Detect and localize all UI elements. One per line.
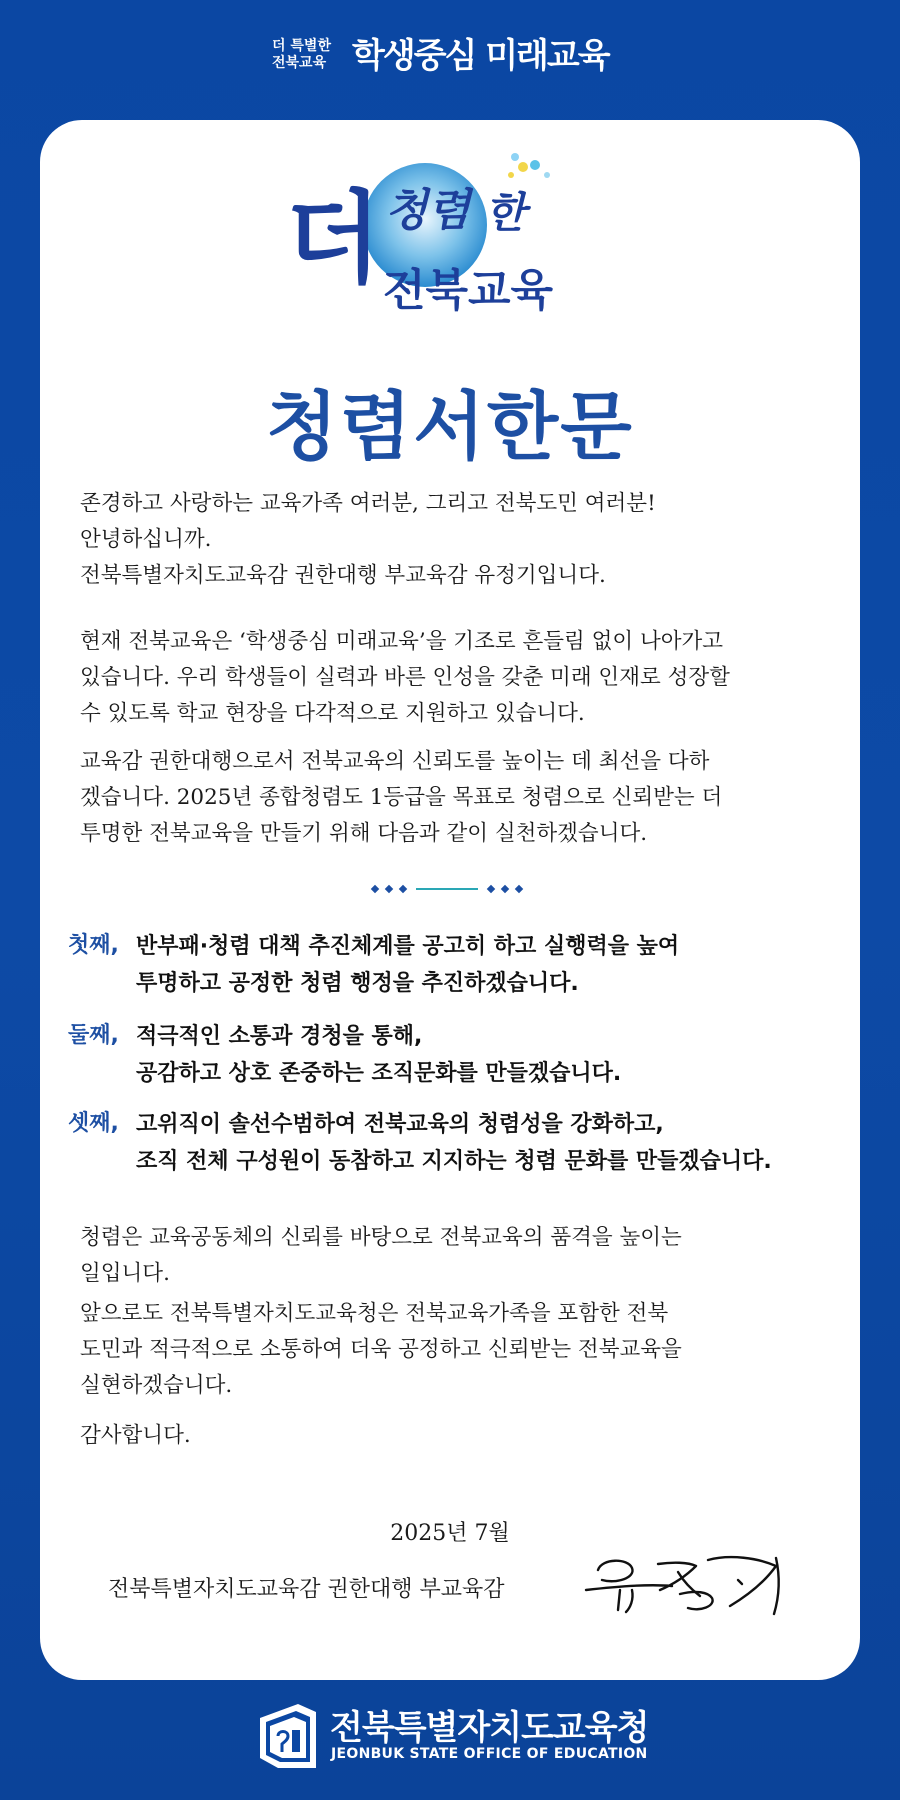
thanks-paragraph: [80, 1418, 825, 1454]
paragraph-2-line: 겠습니다. 2025년 종합청렴도 1등급을 목표로 청렴으로 신뢰받는 더: [80, 785, 723, 810]
integrity-logo: [285, 145, 615, 345]
closing-paragraph-1: [80, 1220, 825, 1292]
intro-line: 안녕하십니까.: [80, 527, 212, 552]
paragraph-1-line: 있습니다. 우리 학생들이 실력과 바른 인성을 갖춘 미래 인재로 성장할: [80, 665, 730, 690]
pledge-text: [136, 1106, 772, 1180]
pledge-label: 셋째,: [68, 1111, 119, 1136]
slogan-small-line-2: 전북교육: [272, 55, 327, 71]
pledge-line: 조직 전체 구성원이 동참하고 지지하는 청렴 문화를 만들겠습니다.: [136, 1149, 772, 1174]
logo-word-jeonbuk: 전북교육: [383, 265, 554, 316]
pledge-line: 고위직이 솔선수범하여 전북교육의 청렴성을 강화하고,: [136, 1112, 664, 1137]
intro-paragraph: [80, 486, 825, 594]
paragraph-2-line: 교육감 권한대행으로서 전북교육의 신뢰도를 높이는 데 최선을 다하: [80, 749, 710, 774]
closing-1-line: 일입니다.: [80, 1261, 170, 1286]
pledge-line: 투명하고 공정한 청렴 행정을 추진하겠습니다.: [136, 971, 579, 996]
pledge-label: 둘째,: [68, 1023, 119, 1048]
pledge-line: 적극적인 소통과 경청을 통해,: [136, 1024, 423, 1049]
closing-1-line: 청렴은 교육공동체의 신뢰를 바탕으로 전북교육의 품격을 높이는: [80, 1225, 682, 1250]
pledge-first: [68, 928, 848, 1008]
slogan-small: [272, 38, 352, 72]
closing-2-line: 실현하겠습니다.: [80, 1373, 233, 1398]
pledge-second: [68, 1018, 848, 1098]
logo-word-integrity: 청렴: [385, 185, 471, 236]
thanks-line: 감사합니다.: [80, 1423, 191, 1448]
slogan-big: 학생중심 미래교육: [352, 36, 609, 76]
pledge-text: [136, 928, 679, 1002]
top-slogan: [0, 22, 900, 102]
pledge-line: 공감하고 상호 존중하는 조직문화를 만들겠습니다.: [136, 1061, 622, 1086]
paragraph-1: [80, 624, 825, 732]
pledge-line: 반부패·청렴 대책 추진체계를 공고히 하고 실행력을 높여: [136, 934, 680, 959]
letter-date: 2025년 7월: [390, 1521, 510, 1546]
slogan-small-line-1: 더 특별한: [272, 38, 331, 54]
paragraph-2-line: 투명한 전북교육을 만들기 위해 다음과 같이 실천하겠습니다.: [80, 821, 648, 846]
signer-title: 전북특별자치도교육감 권한대행 부교육감: [108, 1577, 505, 1602]
office-name-english: JEONBUK STATE OFFICE OF EDUCATION: [331, 1746, 648, 1762]
closing-paragraph-2: [80, 1296, 825, 1404]
page-title: 청렴서한문: [266, 384, 634, 470]
paragraph-2: [80, 744, 825, 852]
paragraph-1-line: 현재 전북교육은 ‘학생중심 미래교육’을 기조로 흔들림 없이 나아가고: [80, 629, 724, 654]
pledge-label: 첫째,: [68, 933, 119, 958]
logo-word-han: 한: [485, 188, 526, 237]
logo-char-deo: 더: [285, 180, 382, 297]
closing-2-line: 앞으로도 전북특별자치도교육청은 전북교육가족을 포함한 전북: [80, 1301, 669, 1326]
intro-line: 존경하고 사랑하는 교육가족 여러분, 그리고 전북도민 여러분!: [80, 491, 656, 516]
office-name: 전북특별자치도교육청: [330, 1708, 649, 1748]
pledge-text: [136, 1018, 621, 1092]
section-divider: [370, 880, 530, 900]
office-emblem-icon: [258, 1700, 320, 1772]
pledge-third: [68, 1106, 848, 1186]
closing-2-line: 도민과 적극적으로 소통하여 더욱 공정하고 신뢰받는 전북교육을: [80, 1337, 682, 1362]
paragraph-1-line: 수 있도록 학교 현장을 다각적으로 지원하고 있습니다.: [80, 701, 585, 726]
handwritten-signature: [580, 1550, 795, 1620]
intro-line: 전북특별자치도교육감 권한대행 부교육감 유정기입니다.: [80, 563, 606, 588]
